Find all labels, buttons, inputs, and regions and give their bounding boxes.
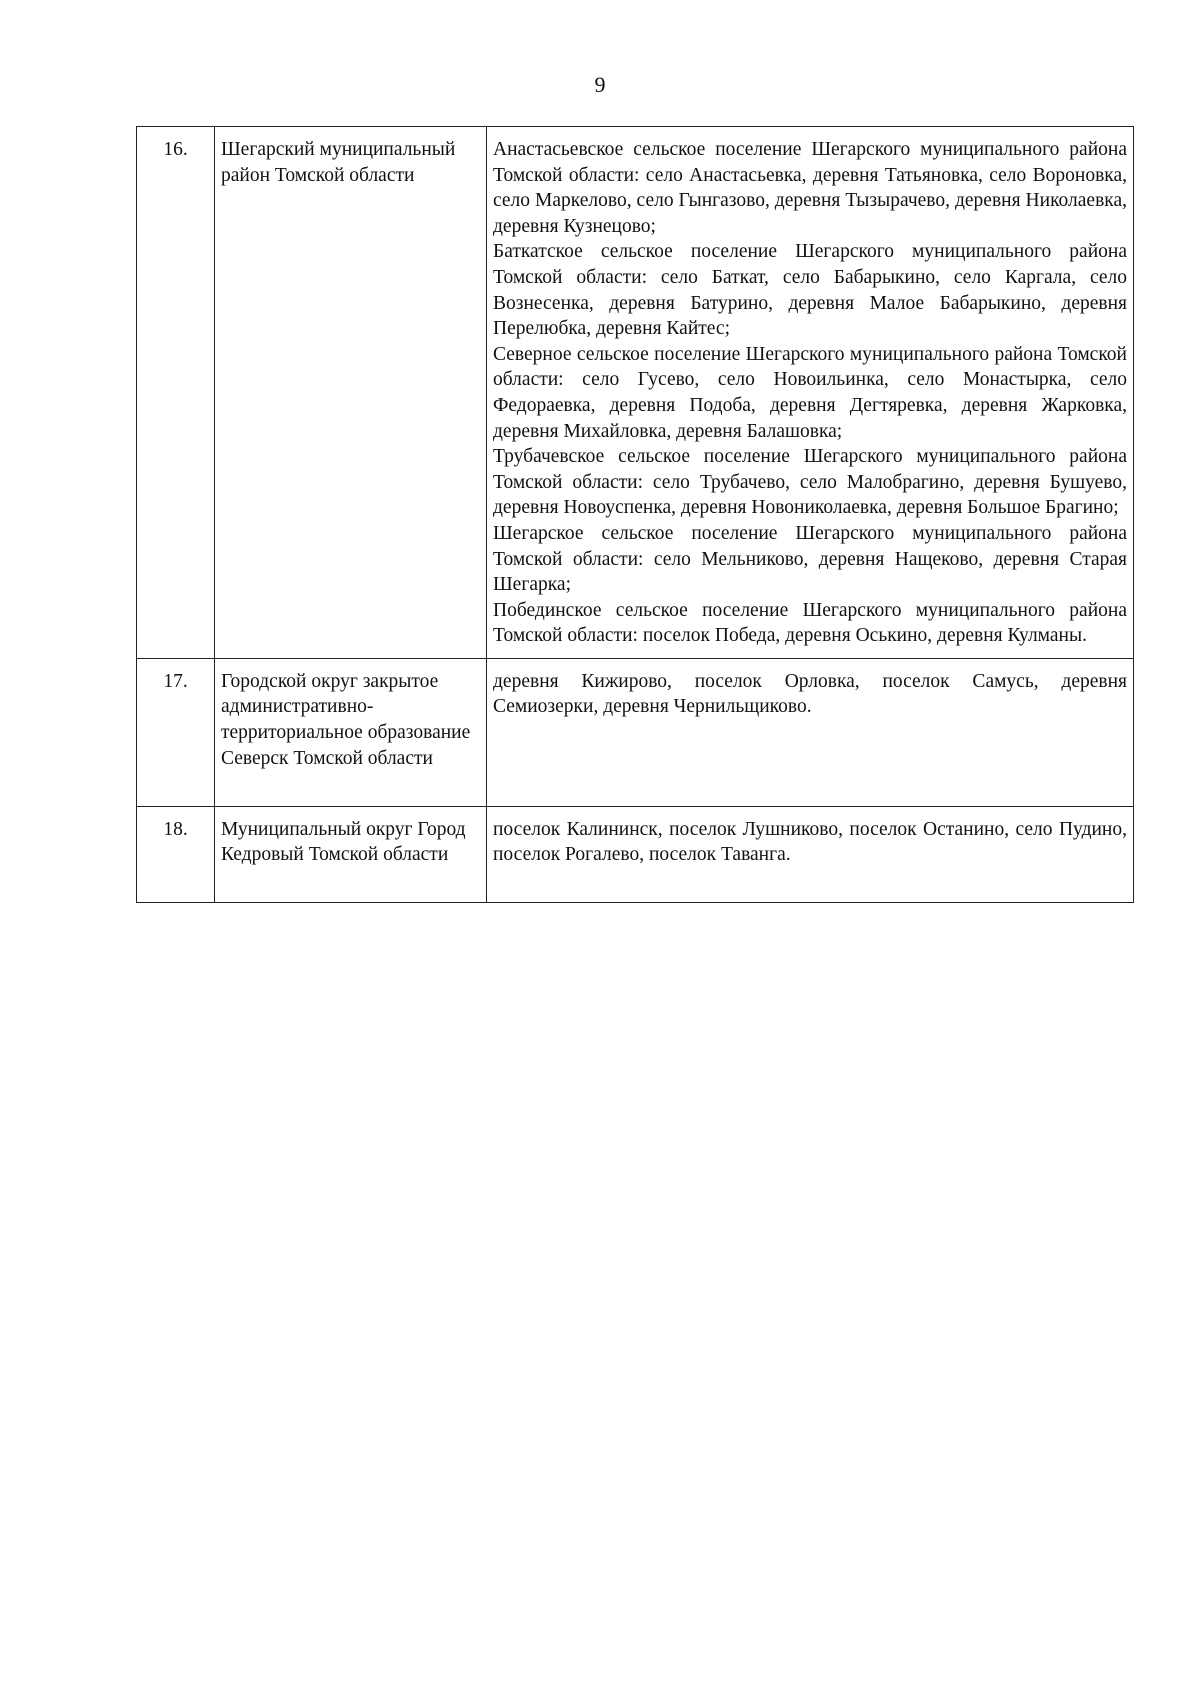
settlement-paragraph: деревня Кижирово, поселок Орловка, поселок Самусь, деревня Семиозерки, деревня Чернильщиково. [493,670,1127,718]
table-row [137,127,1134,659]
settlements-table [136,126,1134,903]
table-row [137,658,1134,806]
settlement-paragraph: Шегарское сельское поселение Шегарского муниципального района Томской области: село Мельниково, деревня Нащеково, деревня Старая Шегарка; [493,522,1127,596]
settlements-cell [487,806,1134,902]
settlements-cell [487,127,1134,659]
settlements-cell [487,658,1134,806]
settlement-paragraph: Баткатское сельское поселение Шегарского муниципального района Томской области: село Баткат, село Бабарыкино, село Каргала, село Вознесенка, деревня Батурино, деревня Малое Бабарыкино, деревня Перелюбка, деревня Кайтес; [493,241,1127,340]
table-row [137,806,1134,902]
row-number: 16. [137,127,215,659]
municipality-name: Городской округ закрытое административно-территориальное образование Северск Томской области [215,658,487,806]
settlement-paragraph: Анастасьевское сельское поселение Шегарского муниципального района Томской области: село Анастасьевка, деревня Татьяновка, село Вороновка, село Маркелово, село Гынгазово, деревня Тызырачево, деревня Николаевка, деревня Кузнецово; [493,139,1127,237]
settlement-paragraph: Трубачевское сельское поселение Шегарского муниципального района Томской области: село Трубачево, село Малобрагино, деревня Бушуево, деревня Новоуспенка, деревня Новониколаевка, деревня Большое Брагино; [493,446,1127,519]
row-number: 18. [137,806,215,902]
page-number: 9 [594,72,606,97]
settlement-paragraph: Северное сельское поселение Шегарского муниципального района Томской области: село Гусево, село Новоильинка, село Монастырка, село Федораевка, деревня Подоба, деревня Дегтяревка, деревня Жарковка, деревня Михайловка, деревня Балашовка; [493,343,1127,442]
municipality-name: Шегарский муниципальный район Томской области [215,127,487,659]
settlement-paragraph: поселок Калининск, поселок Лушниково, поселок Останино, село Пудино, поселок Рогалево, поселок Таванга. [493,818,1127,866]
settlement-paragraph: Побединское сельское поселение Шегарского муниципального района Томской области: поселок Победа, деревня Оськино, деревня Кулманы. [493,599,1127,647]
row-number: 17. [137,658,215,806]
municipality-name: Муниципальный округ Город Кедровый Томской области [215,806,487,902]
